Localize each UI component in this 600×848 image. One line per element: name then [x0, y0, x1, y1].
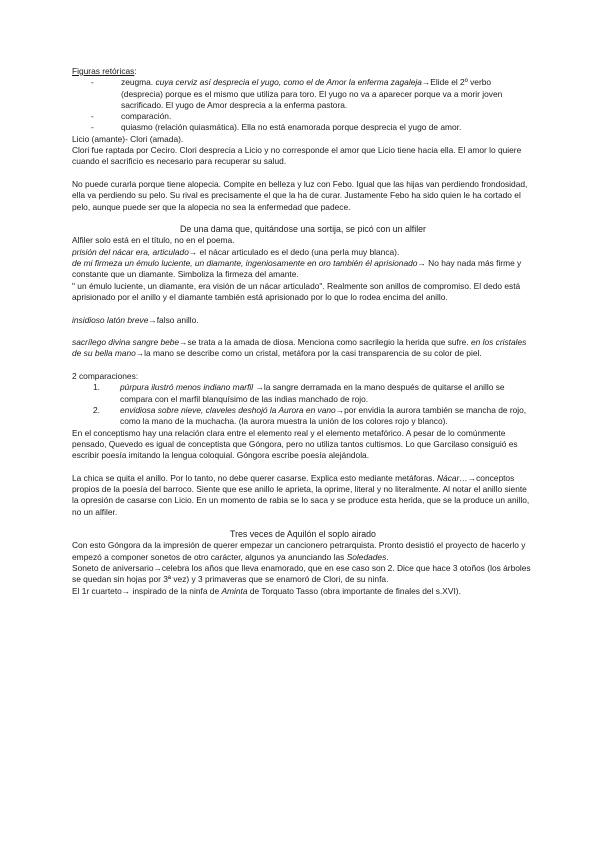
paragraph-clori: Clori fue raptada por Ceciro. Clori desprecia a Licio y no corresponde el amor que Licio tiene hacia ella. El amor lo quiere cuando el sacrificio es necesario para recuperar su salud. [72, 145, 522, 167]
list-item-comparacion-2: 2. envidiosa sobre nieve, claveles deshojó la Aurora en vano→por envidia la aurora también se mancha de rojo, como la mano de la muchacha. (la aurora muestra la unión de los colores rojo y blanco). [93, 404, 527, 427]
paragraph-cuarteto: El 1r cuarteto→ inspirado de la ninfa de Aminta de Torquato Tasso (obra importante de finales del s.XVI). [72, 585, 461, 596]
bullet-marker: - [91, 111, 94, 122]
section-title-dama: De una dama que, quitándose una sortija, se picó con un alfiler [180, 224, 426, 235]
paragraph-alopecia: No puede curarla porque tiene alopecia. Compite en belleza y luz con Febo. Igual que las hijas van perdiendo frondosidad, ella va perdiendo su pelo. Su rival es precisamente el que la ha de curar. Justamente Febo ha sido quien le ha cortado el pelo, aunque puede ser que la alopecia no sea la enfermedad que padece. [72, 178, 528, 212]
bullet-marker: - [91, 77, 94, 88]
bullet-marker: - [91, 122, 94, 133]
paragraph-comparaciones: 2 comparaciones: [72, 371, 139, 382]
paragraph-conceptismo: En el conceptismo hay una relación clara entre el elemento real y el elemento metafórico. A pesar de lo comúnmente pensado, Quevedo es igual de conceptista que Góngora, pero no utiliza tantos cultismos. Lo que Garcilaso consiguió es escribir poesía imitando la lengua coloquial. Góngora escribe poesía alejándola. [72, 427, 518, 461]
zeugma-quote: cuya cerviz así desprecia el yugo, como el de Amor la enferma zagaleja [155, 77, 422, 88]
figuras-heading: Figuras retóricas [72, 66, 135, 76]
bullet-quiasmo: - quiasmo (relación quiasmática). Ella no está enamorada porque desprecia el yugo de amor. [91, 122, 462, 133]
paragraph-alfiler: Alfiler solo está en el título, no en el poema. [72, 235, 235, 246]
paragraph-emulo: " un émulo luciente, un diamante, era visión de un nácar articulado". Realmente son anillos de compromiso. El dedo está aprisionado por el anillo y el diamante también está aprisionado por lo que lo rodea encima del anillo. [72, 280, 521, 302]
paragraph-gongora: Con esto Góngora da la impresión de querer empezar un cancionero petrarquista. Pronto desistió el proyecto de hacerlo y empezó a componer sonetos de otro carácter, algunos ya anunciando las Soledades. [72, 540, 526, 562]
paragraph-sacrilego: sacrílego divina sangre bebe→se trata a la amada de diosa. Menciona como sacrilegio la herida que sufre. en los cristales de su bella mano→la mano se describe como un cristal, metáfora por la casi transparencia de su color de piel. [72, 337, 527, 359]
paragraph-licio: Licio (amante)- Clori (amada). [72, 133, 184, 144]
paragraph-chica: La chica se quita el anillo. Por lo tanto, no debe querer casarse. Explica esto mediante metáforas. Nácar…→conceptos propios de la poesía del barroco. Siente que ese anillo le aprieta, la oprime, literal y no literalmente. Al notar el anillo siente la opresión de casarse con Licio. En un momento de rabia se lo saca y se produce esta herida, que se la produce un anillo, no un alfiler. [72, 472, 530, 517]
document-content [72, 66, 534, 597]
bullet-zeugma: - zeugma. cuya cerviz así desprecia el yugo, como el de Amor la enferma zagaleja→Elide el 2º verbo (desprecia) porque es el mismo que utiliza para toro. El yugo no va a aparecer porque va a morir joven sacrificado. El yugo de Amor desprecia a la enferma pastora. [91, 77, 503, 110]
paragraph-insidioso: insidioso latón breve→falso anillo. [72, 314, 199, 325]
paragraph-prision: prisión del nácar era, articulado→ el nácar articulado es el dedo (una perla muy blanca). [72, 246, 400, 257]
paragraph-soneto: Soneto de aniversario→celebra los años que lleva enamorado, que en ese caso son 2. Dice que hace 3 otoños (los árboles se quedan sin hojas por 3ª vez) y 3 primaveras que se enamoró de Clori, de su ninfa. [72, 563, 531, 585]
paragraph-firmeza: de mi firmeza un émulo luciente, un diamante, ingeniosamente en oro también él aprisionado→ No hay nada más firme y constante que un diamante. Simboliza la firmeza del amante. [72, 258, 522, 280]
figuras-heading-line: Figuras retóricas: [72, 66, 137, 76]
section-title-aquilon: Tres veces de Aquilón el soplo airado [230, 529, 376, 540]
list-item-comparacion-1: 1. púrpura ilustró menos indiano marfil →la sangre derramada en la mano después de quitarse el anillo se compara con el marfil blanquísimo de las indias manchado de rojo. [93, 382, 505, 404]
bullet-comparacion: - comparación. [91, 111, 172, 122]
